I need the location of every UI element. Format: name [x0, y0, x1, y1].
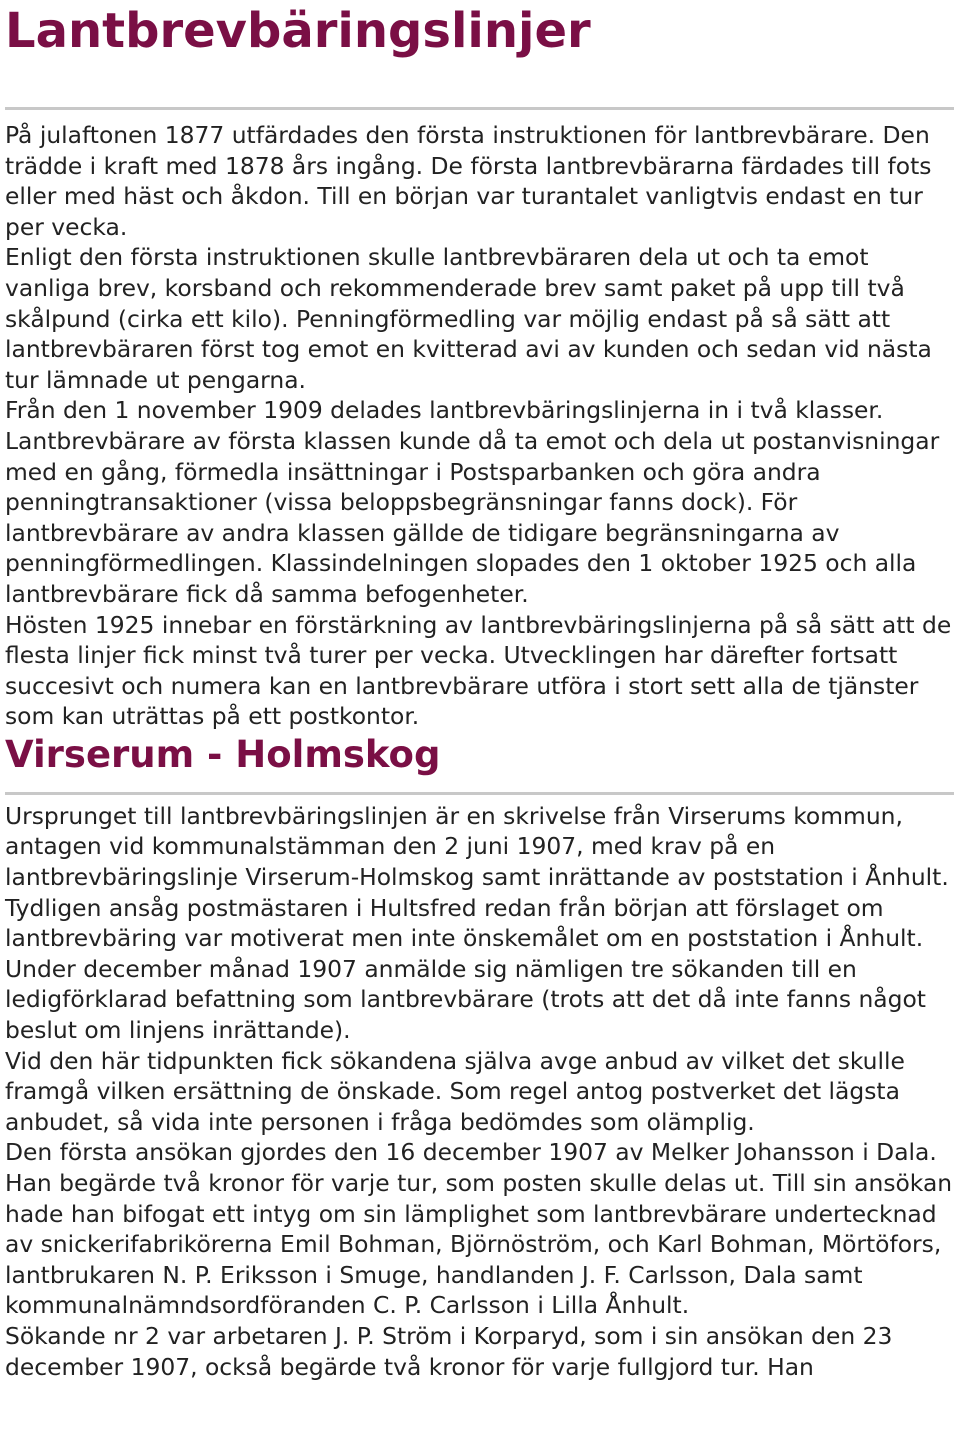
paragraph: På julaftonen 1877 utfärdades den första instruktionen för lantbrevbärare. Den trädde i kraft med 1878 års ingång. De första lantbrevbärarna färdades till fots eller med häst och åkdon. Till en början var turantalet vanligtvis endast en tur per vecka. [5, 121, 932, 241]
paragraph: Från den 1 november 1909 delades lantbrevbäringslinjerna in i två klasser. Lantbrevbärare av första klassen kunde då ta emot och dela ut postanvisningar med en gång, förmedla insättningar i Postsparbanken och göra andra penningtransaktioner (vissa beloppsbegränsningar fanns dock). För lantbrevbärare av andra klassen gällde de tidigare begränsningarna av penningförmedlingen. Klassindelningen slopades den 1 oktober 1925 och alla lantbrevbärare fick då samma befogenheter. [5, 396, 940, 608]
paragraph: Den första ansökan gjordes den 16 december 1907 av Melker Johansson i Dala. Han begärde två kronor för varje tur, som posten skulle delas ut. Till sin ansökan hade han bifogat ett intyg om sin lämplighet som lantbrevbärare undertecknad av snickerifabrikörerna Emil Bohman, Björnöström, och Karl Bohman, Mörtöfors, lantbrukaren N. P. Eriksson i Smuge, handlanden J. F. Carlsson, Dala samt kommunalnämndsordföranden C. P. Carlsson i Lilla Ånhult. [5, 1138, 953, 1320]
horizontal-divider [5, 792, 954, 795]
paragraph: Vid den här tidpunkten fick sökandena själva avge anbud av vilket det skulle framgå vilken ersättning de önskade. Som regel antog postverket det lägsta anbudet, så vida inte personen i fråga bedömdes som olämplig. [5, 1046, 905, 1136]
page-title: Lantbrevbäringslinjer [5, 3, 591, 59]
section-virserum-holmskog [5, 801, 955, 1382]
section-heading: Virserum - Holmskog [5, 732, 441, 776]
paragraph: Enligt den första instruktionen skulle lantbrevbäraren dela ut och ta emot vanliga brev, korsband och rekommenderade brev samt paket på upp till två skålpund (cirka ett kilo). Penningförmedling var möjlig endast på så sätt att lantbrevbäraren först tog emot en kvitterad avi av kunden och sedan vid nästa tur lämnade ut pengarna. [5, 243, 932, 394]
paragraph: Tydligen ansåg postmästaren i Hultsfred redan från början att förslaget om lantbrevbäring var motiverat men inte önskemålet om en poststation i Ånhult. Under december månad 1907 anmälde sig nämligen tre sökanden till en ledigförklarad befattning som lantbrevbärare (trots att det då inte fanns något beslut om linjens inrättande). [5, 893, 926, 1045]
section-intro [5, 120, 955, 732]
paragraph: Sökande nr 2 var arbetaren J. P. Ström i Korparyd, som i sin ansökan den 23 december 1907, också begärde två kronor för varje fullgjord tur. Han [5, 1321, 893, 1381]
paragraph: Hösten 1925 innebar en förstärkning av lantbrevbäringslinjerna på så sätt att de flesta linjer fick minst två turer per vecka. Utvecklingen har därefter fortsatt succesivt och numera kan en lantbrevbärare utföra i stort sett alla de tjänster som kan uträttas på ett postkontor. [5, 610, 952, 731]
horizontal-divider [5, 107, 954, 110]
paragraph: Ursprunget till lantbrevbäringslinjen är en skrivelse från Virserums kommun, antagen vid kommunalstämman den 2 juni 1907, med krav på en lantbrevbäringslinje Virserum-Holmskog samt inrättande av poststation i Ånhult. [5, 801, 949, 892]
